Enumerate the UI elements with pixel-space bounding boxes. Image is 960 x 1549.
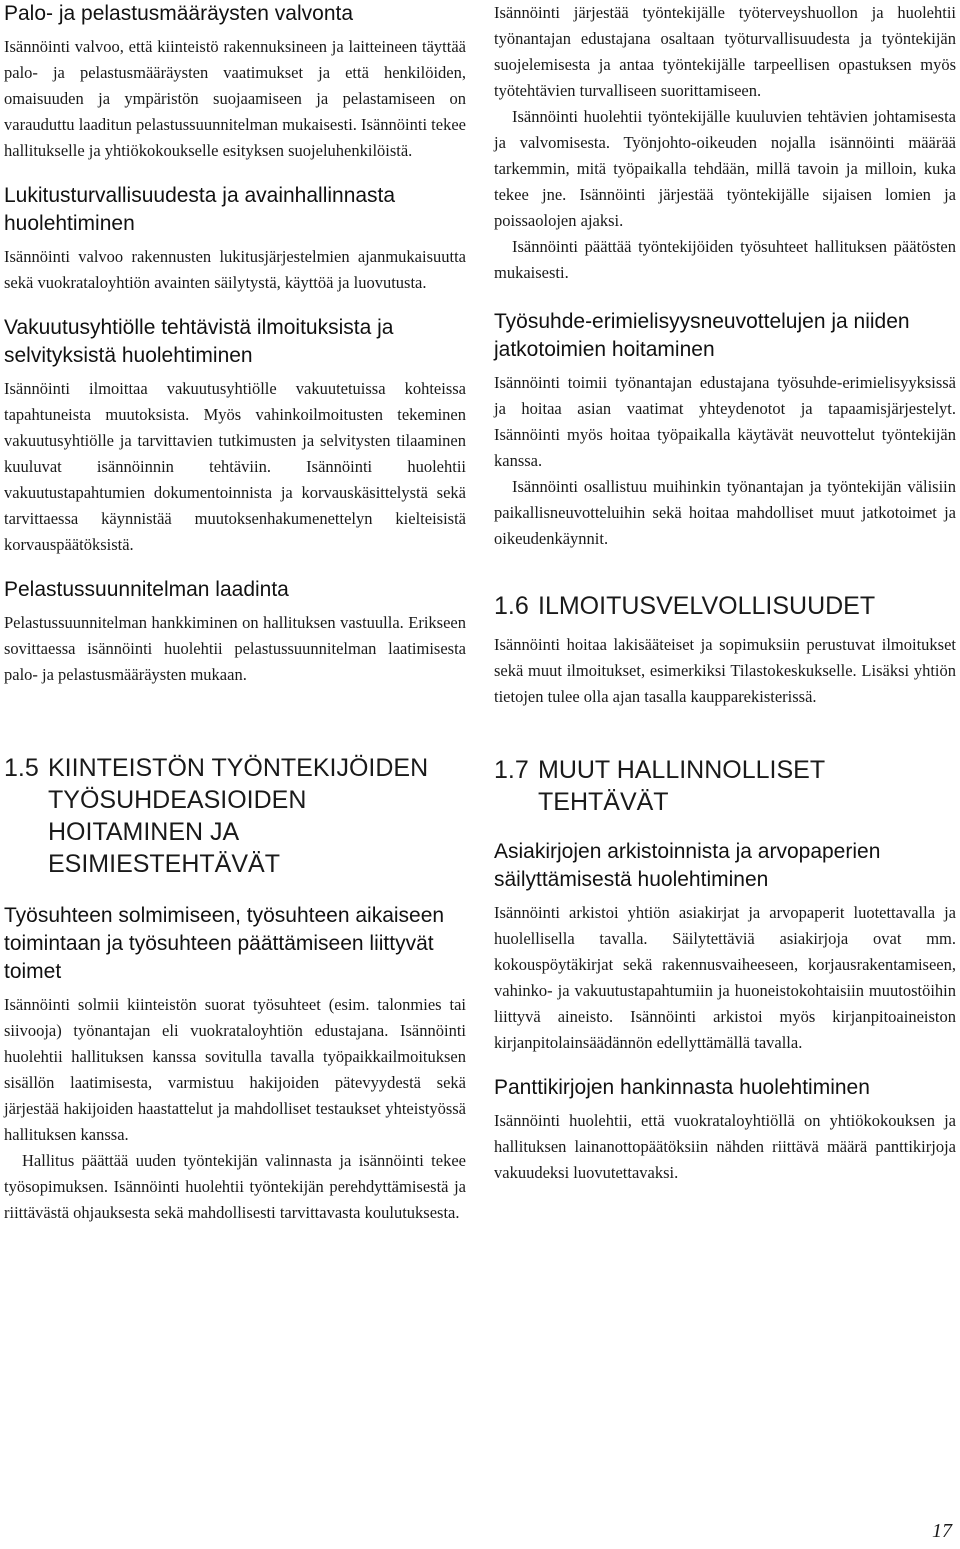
section-title-rescue-plan: Pelastussuunnitelman laadinta — [4, 578, 289, 601]
paragraph: Isännöinti osallistuu muihinkin työnantajan ja työntekijän välisiin paikallisneuvotteluihin sekä hoitaa mahdolliset muut jatkotoimet ja oikeudenkäynnit. — [494, 477, 956, 548]
section-title-fire-safety: Palo- ja pelastusmääräysten valvonta — [4, 2, 354, 25]
section-title-employment: Työsuhteen solmimiseen, työsuhteen aikaiseen toimintaan ja työsuhteen päättämiseen liittyvät toimet — [4, 904, 445, 983]
paragraph: Isännöinti valvoo rakennusten lukitusjärjestelmien ajanmukaisuutta sekä vuokrataloyhtiön avainten säilytystä, käyttöä ja luovutusta. — [4, 247, 466, 292]
chapter-title: KIINTEISTÖN TYÖNTEKIJÖIDEN TYÖSUHDEASIOIDEN HOITAMINEN JA ESIMIESTEHTÄVÄT — [48, 754, 429, 878]
paragraph: Pelastussuunnitelman hankkiminen on hallituksen vastuulla. Erikseen sovittaessa isännöinti huolehtii pelastussuunnitelman laatimisesta palo- ja pelastusmääräysten mukaan. — [4, 613, 466, 684]
section-title-archiving: Asiakirjojen arkistoinnista ja arvopaperien säilyttämisestä huolehtiminen — [494, 840, 881, 891]
section-title-disputes: Työsuhde-erimielisyysneuvottelujen ja niiden jatkotoimien hoitaminen — [494, 310, 910, 361]
chapter-heading-1-6 — [494, 590, 956, 622]
paragraph: Isännöinti ilmoittaa vakuutusyhtiölle vakuutetuissa kohteissa tapahtuneista muutoksista. Myös vahinkoilmoitusten tekeminen vakuutusyhtiölle ja tarvittavien tutkimusten ja selvitysten tilaaminen kuuluvat isännöinnin tehtäviin. Isännöinti huolehtii vakuutustapahtumien dokumentoinnista ja korvauskäsittelystä sekä tarvittaessa käynnistää muutoksenhakumenettelyn kielteisistä korvauspäätöksistä. — [4, 379, 466, 554]
chapter-title: MUUT HALLINNOLLISET TEHTÄVÄT — [538, 756, 825, 816]
page-number: 17 — [932, 1520, 952, 1542]
right-column — [494, 0, 956, 1186]
paragraph: Isännöinti arkistoi yhtiön asiakirjat ja arvopaperit luotettavalla ja huolellisella tavalla. Säilytettäviä asiakirjoja ovat mm. kokouspöytäkirjat sekä rakennusvaiheeseen, korjausrakentamiseen, vahinko- ja vakuutustapahtumiin ja huoneistokohtaisiin muutostöihin liittyvä aineisto. Isännöinti arkistoi myös kirjanpitoaineiston kirjanpitolainsäädännön edellyttämällä tavalla. — [494, 903, 956, 1052]
chapter-number: 1.5 — [4, 754, 39, 782]
paragraph: Isännöinti toimii työnantajan edustajana työsuhde-erimielisyyksissä ja hoitaa asian vaatimat yhteydenotot ja tapaamisjärjestelyt. Isännöinti myös hoitaa työpaikalla käytävät neuvottelut työntekijän kanssa. — [494, 373, 956, 470]
chapter-number: 1.7 — [494, 756, 529, 784]
chapter-title: ILMOITUSVELVOLLISUUDET — [538, 592, 876, 620]
paragraph: Isännöinti hoitaa lakisääteiset ja sopimuksiin perustuvat ilmoitukset sekä muut ilmoitukset, esimerkiksi Tilastokeskukselle. Lisäksi yhtiön tietojen tulee olla ajan tasalla kaupparekisterissä. — [494, 635, 956, 706]
paragraph: Isännöinti solmii kiinteistön suorat työsuhteet (esim. talonmies tai siivooja) työnantajan eli vuokrataloyhtiön edustajana. Isännöinti huolehtii hallituksen kanssa sovitulla tavalla työpaikkailmoituksen sisällön laatimisesta, varmistuu hakijoiden pätevyydestä sekä järjestää hakijoiden haastattelut ja mahdolliset testaukset yhteistyössä hallituksen kanssa. — [4, 995, 466, 1144]
paragraph: Isännöinti valvoo, että kiinteistö rakennuksineen ja laitteineen täyttää palo- ja pelastusmääräysten vaatimukset ja että henkilöiden, omaisuuden ja ympäristön suojaamiseen ja pelastamiseen on varauduttu laaditun pelastussuunnitelman mukaisesti. Isännöinti tekee hallitukselle ja yhtiökokoukselle esityksen suojeluhenkilöistä. — [4, 37, 466, 160]
section-title-mortgage-deeds: Panttikirjojen hankinnasta huolehtiminen — [494, 1076, 870, 1099]
left-column — [4, 0, 466, 1226]
chapter-heading-1-7 — [494, 754, 956, 818]
chapter-number: 1.6 — [494, 592, 529, 620]
paragraph: Hallitus päättää uuden työntekijän valinnasta ja isännöinti tekee työsopimuksen. Isännöinti huolehtii työntekijän perehdyttämisestä ja riittävästä ohjauksesta sekä mahdollisesti tarvittavasta koulutuksesta. — [4, 1151, 466, 1222]
paragraph: Isännöinti huolehtii, että vuokrataloyhtiöllä on yhtiökokouksen ja hallituksen lainanottopäätöksiin nähden riittävä määrä panttikirjoja vakuudeksi luovutettavaksi. — [494, 1111, 956, 1182]
paragraph: Isännöinti huolehtii työntekijälle kuuluvien tehtävien johtamisesta ja valvomisesta. Työnjohto-oikeuden nojalla isännöinti määrää tarkemmin, mitä työpaikalla tehdään, millä tavoin ja milloin, kuka tekee jne. Isännöinti järjestää työntekijälle sijaisen lomien ja poissaolojen ajaksi. — [494, 107, 956, 230]
chapter-heading-1-5 — [4, 752, 466, 880]
paragraph: Isännöinti päättää työntekijöiden työsuhteet hallituksen päätösten mukaisesti. — [494, 237, 956, 282]
section-title-insurance: Vakuutusyhtiölle tehtävistä ilmoituksista ja selvityksistä huolehtiminen — [4, 316, 394, 367]
section-title-locking: Lukitusturvallisuudesta ja avainhallinnasta huolehtiminen — [4, 184, 396, 235]
paragraph: Isännöinti järjestää työntekijälle työterveyshuollon ja huolehtii työnantajan edustajana osaltaan työturvallisuudesta ja työntekijän suojelemisesta ja antaa työntekijälle tarpeellisen opastuksen myös työtehtävien turvalliseen suorittamiseen. — [494, 3, 956, 100]
